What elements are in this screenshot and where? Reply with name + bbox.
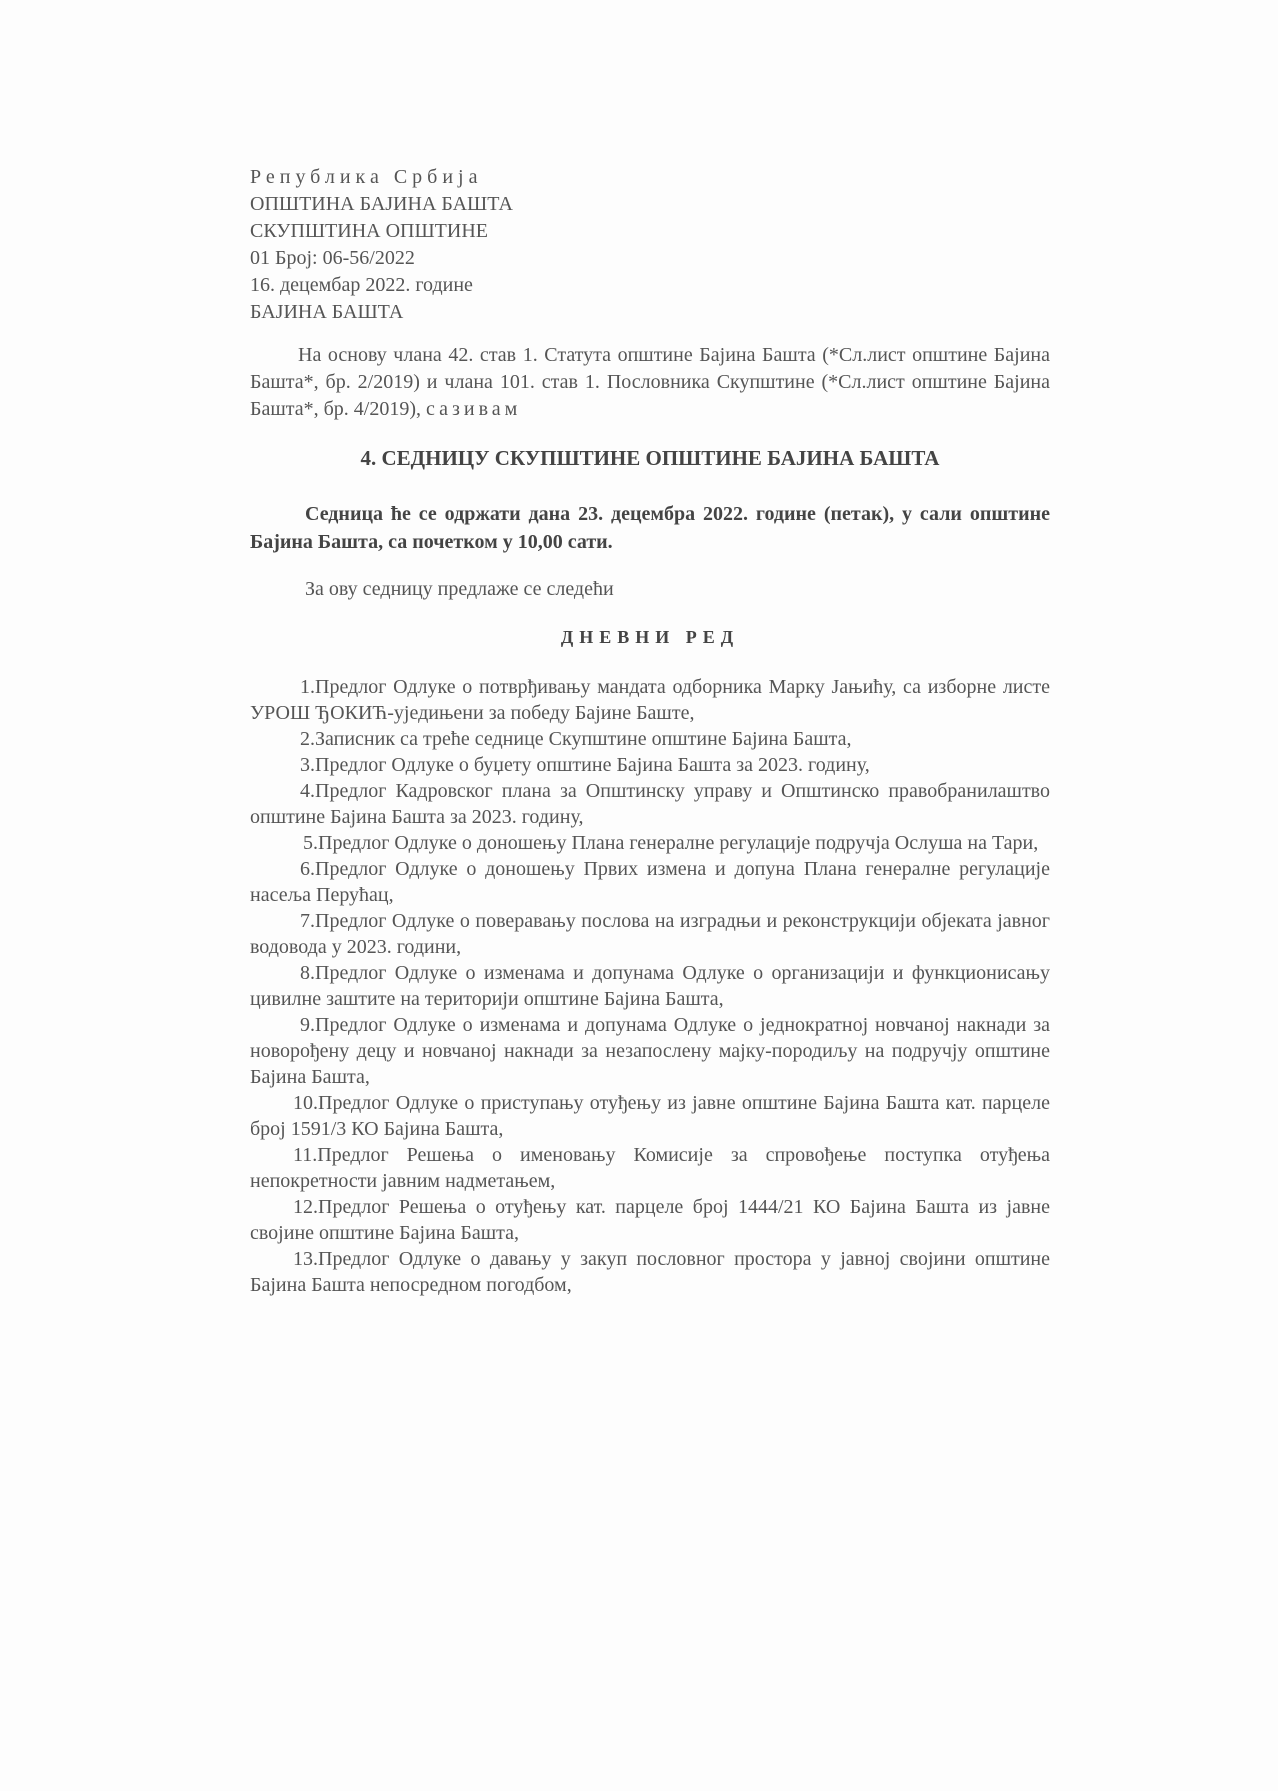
- header-country: Република Србија: [250, 166, 483, 188]
- agenda-list: [250, 674, 1050, 1298]
- session-info-text: Седница ће се одржати дана 23. децембра 2022. године (петак), у сали општине Бајина Башта, са почетком у 10,00 сати.: [250, 503, 1050, 553]
- agenda-item: 1.Предлог Одлуке о потврђивању мандата одборника Марку Јањићу, са изборне листе УРОШ ЂОКИЋ-уједињени за победу Бајине Баште,: [250, 676, 1050, 724]
- agenda-item: 13.Предлог Одлуке о давању у закуп пословног простора у јавној својини општине Бајина Башта непосредном погодбом,: [250, 1248, 1050, 1296]
- agenda-item: 4.Предлог Кадровског плана за Општинску управу и Општинско правобранилаштво општине Бајина Башта за 2023. годину,: [250, 780, 1050, 828]
- agenda-item: 10.Предлог Одлуке о приступању отуђењу из јавне општине Бајина Башта кат. парцеле број 1591/3 КО Бајина Башта,: [250, 1092, 1050, 1140]
- agenda-item: 11.Предлог Решења о именовању Комисије за спровођење поступка отуђења непокретности јавним надметањем,: [250, 1144, 1050, 1192]
- agenda-item: 12.Предлог Решења о отуђењу кат. парцеле број 1444/21 КО Бајина Башта из јавне својине општине Бајина Башта,: [250, 1196, 1050, 1244]
- agenda-item: 5.Предлог Одлуке о доношењу Плана генералне регулације подручја Ослуша на Тари,: [303, 832, 1039, 854]
- agenda-item: 6.Предлог Одлуке о доношењу Првих измена и допуна Плана генералне регулације насеља Перућац,: [250, 858, 1050, 906]
- header-number: 01 Број: 06-56/2022: [250, 247, 415, 269]
- session-info: [250, 500, 1050, 556]
- header-city: БАЈИНА БАШТА: [250, 301, 404, 323]
- header-assembly: СКУПШТИНА ОПШТИНЕ: [250, 220, 488, 242]
- agenda-item: 3.Предлог Одлуке о буџету општине Бајина Башта за 2023. годину,: [300, 754, 870, 776]
- intro-paragraph: [250, 342, 1050, 423]
- agenda-title: ДНЕВНИ РЕД: [560, 627, 740, 647]
- agenda-item: 9.Предлог Одлуке о изменама и допунама Одлуке о једнократној новчаној накнади за новорођену децу и новчаној накнади за незапослену мајку-породиљу на подручју општине Бајина Башта,: [250, 1014, 1050, 1088]
- proposal-line: За ову седницу предлаже се следећи: [305, 578, 614, 600]
- header-date: 16. децембар 2022. године: [250, 274, 473, 296]
- agenda-item: 2.Записник са треће седнице Скупштине општине Бајина Башта,: [300, 728, 852, 750]
- intro-text: На основу члана 42. став 1. Статута општине Бајина Башта (*Сл.лист општине Бајина Башта*, бр. 2/2019) и члана 101. став 1. Пословника Скупштине (*Сл.лист општине Бајина Башта*, бр. 4/2019),: [250, 344, 1050, 420]
- document-header: [250, 164, 513, 326]
- session-title: 4. СЕДНИЦУ СКУПШТИНЕ ОПШТИНЕ БАЈИНА БАШТА: [360, 446, 940, 470]
- intro-convene: сазивам: [426, 398, 522, 420]
- agenda-item: 7.Предлог Одлуке о поверавању послова на изградњи и реконструкцији објеката јавног водовода у 2023. години,: [250, 910, 1050, 958]
- agenda-item: 8.Предлог Одлуке о изменама и допунама Одлуке о организацији и функционисању цивилне заштите на територији општине Бајина Башта,: [250, 962, 1050, 1010]
- header-municipality: ОПШТИНА БАЈИНА БАШТА: [250, 193, 513, 215]
